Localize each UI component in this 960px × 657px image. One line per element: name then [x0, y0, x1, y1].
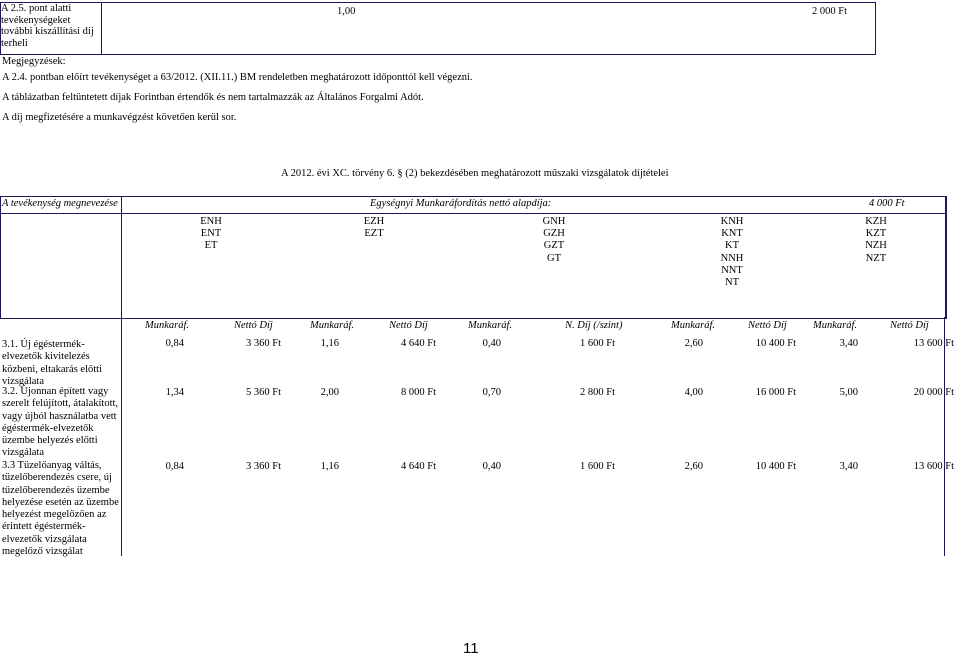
table-cell: 20 000 Ft	[913, 387, 954, 398]
table-cell: 1,16	[320, 338, 339, 349]
group-code: KZT	[865, 228, 887, 240]
table-cell: 3 360 Ft	[245, 338, 281, 349]
group-code: NT	[725, 277, 739, 289]
table-cell: 0,70	[482, 387, 501, 398]
group-codes-ez	[344, 216, 404, 240]
group-code: GNH	[542, 216, 566, 227]
group-code: GZT	[543, 240, 565, 252]
table-cell: 5,00	[839, 387, 858, 398]
group-code: ENT	[200, 228, 222, 240]
table-cell: 2,60	[684, 338, 703, 349]
subheader: Munkaráf.	[813, 320, 858, 331]
group-code: EZH	[363, 216, 385, 227]
subheader: Nettó Díj	[389, 320, 428, 331]
group-code: KNH	[720, 216, 744, 227]
fee-box-amount: 2 000 Ft	[812, 6, 848, 17]
subheader: Nettó Díj	[890, 320, 929, 331]
group-code: GZH	[543, 228, 565, 240]
table-cell: 13 600 Ft	[913, 338, 954, 349]
table-cell: 4,00	[684, 387, 703, 398]
table-cell: 3,40	[839, 461, 858, 472]
table-cell: 1,16	[320, 461, 339, 472]
group-code: KNT	[721, 228, 743, 240]
subheader: Munkaráf.	[468, 320, 513, 331]
subheader: Munkaráf.	[310, 320, 355, 331]
header-unit-fee: Egységnyi Munkaráfordítás nettó alapdíja:	[370, 198, 552, 209]
fee-table-header	[0, 196, 947, 319]
group-code: KT	[725, 240, 739, 252]
subheader: Nettó Díj	[234, 320, 273, 331]
table-cell: 10 400 Ft	[755, 338, 796, 349]
table-cell: 4 640 Ft	[400, 338, 436, 349]
note-line: A táblázatban feltüntetett díjak Forintban értendők és nem tartalmazzák az Általános Forgalmi Adót.	[2, 92, 424, 103]
group-codes-k	[702, 216, 762, 289]
fee-box	[0, 2, 876, 55]
group-code: ENH	[200, 216, 222, 227]
group-code: EZT	[364, 228, 384, 240]
fee-box-label: A 2.5. pont alatti tevékenységeket további kiszállítási díj terheli	[1, 3, 102, 54]
table-cell: 3 360 Ft	[245, 461, 281, 472]
table-cell: 4 640 Ft	[400, 461, 436, 472]
table-cell: 0,84	[165, 461, 184, 472]
table-cell: 2,60	[684, 461, 703, 472]
group-codes-kz	[846, 216, 906, 265]
table-cell: 0,40	[482, 461, 501, 472]
table-cell: 5 360 Ft	[245, 387, 281, 398]
group-code: NZH	[865, 240, 887, 252]
table-cell: 2 800 Ft	[579, 387, 615, 398]
notes-title: Megjegyzések:	[2, 56, 66, 67]
fee-box-quantity: 1,00	[337, 6, 356, 17]
group-code: NNT	[721, 264, 743, 276]
table-cell: 3,40	[839, 338, 858, 349]
table-cell: 10 400 Ft	[755, 461, 796, 472]
group-code: NZT	[865, 252, 887, 264]
row-label: 3.1. Új égéstermék-elvezetők kivitelezés közbeni, eltakarás előtti vizsgálata	[2, 339, 103, 387]
header-activity: A tevékenység megnevezése	[2, 198, 118, 209]
subheader: Munkaráf.	[145, 320, 190, 331]
section-title: A 2012. évi XC. törvény 6. § (2) bekezdésében meghatározott műszaki vizsgálatok díjtételei	[281, 168, 669, 179]
table-cell: 0,84	[165, 338, 184, 349]
table-cell: 0,40	[482, 338, 501, 349]
group-codes-g	[524, 216, 584, 265]
table-cell: 1 600 Ft	[579, 461, 615, 472]
table-right-border	[944, 317, 945, 556]
table-cell: 13 600 Ft	[913, 461, 954, 472]
row-label: 3.2. Újonnan épített vagy szerelt felújított, átalakított, vagy újból használatba vett égéstermék-elvezetők üzembe helyezés előtti vizsgálata	[2, 386, 119, 459]
group-codes-e	[181, 216, 241, 253]
row-label: 3.3 Tüzelőanyag váltás, tüzelőberendezés csere, új tüzelőberendezés üzembe helyezése esetén az üzembe helyezést megelőzően az érintett égéstermék-elvezetők vizsgálata megelőző vizsgálat	[2, 460, 119, 558]
group-code: GT	[547, 252, 561, 264]
table-cell: 1,34	[165, 387, 184, 398]
header-unit-fee-amount: 4 000 Ft	[869, 198, 905, 209]
table-cell: 8 000 Ft	[400, 387, 436, 398]
group-code: ET	[204, 240, 218, 252]
subheader: Nettó Díj	[748, 320, 787, 331]
table-cell: 2,00	[320, 387, 339, 398]
note-line: A díj megfizetésére a munkavégzést követően kerül sor.	[2, 112, 237, 123]
table-cell: 1 600 Ft	[579, 338, 615, 349]
subheader: Munkaráf.	[671, 320, 716, 331]
group-code: NNH	[720, 252, 744, 264]
subheader: N. Díj (/szint)	[565, 320, 623, 331]
page-number: 11	[463, 640, 479, 657]
group-code: KZH	[865, 216, 887, 227]
note-line: A 2.4. pontban előírt tevékenységet a 63/2012. (XII.11.) BM rendeletben meghatározott időponttól kell végezni.	[2, 72, 473, 83]
table-cell: 16 000 Ft	[755, 387, 796, 398]
